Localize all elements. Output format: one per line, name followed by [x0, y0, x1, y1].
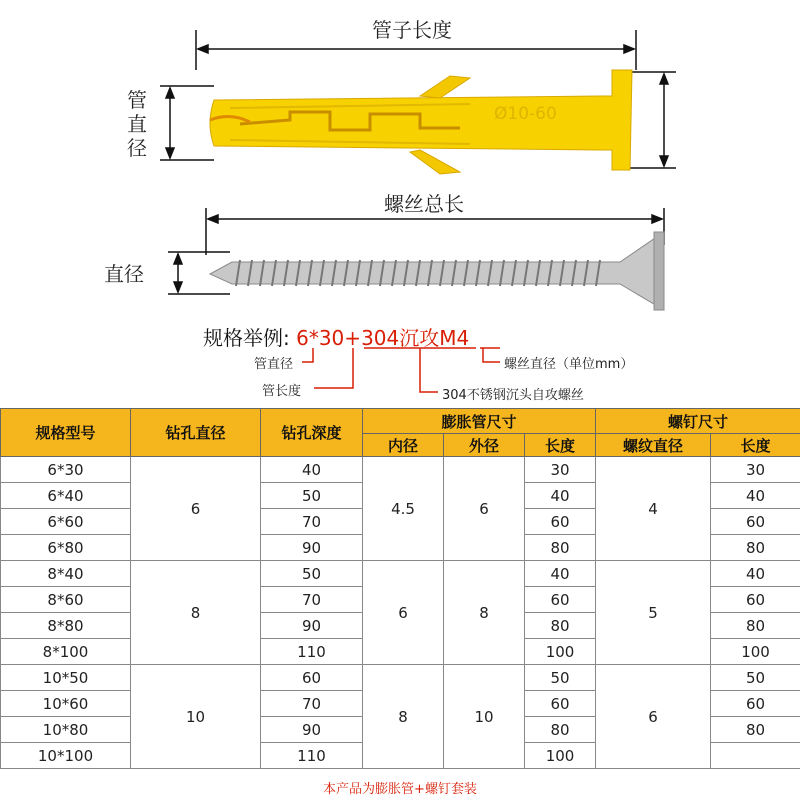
- cell-depth: 110: [261, 743, 363, 769]
- cell-screw-length: 100: [711, 639, 800, 665]
- cell-model: 6*80: [1, 535, 131, 561]
- footer-note: 本产品为膨胀管+螺钉套装: [323, 782, 477, 797]
- cell-model: 6*40: [1, 483, 131, 509]
- annotation-screw-diameter: 螺丝直径（单位mm）: [504, 357, 634, 372]
- tube-length-label: 管子长度: [372, 18, 452, 42]
- cell-thread-diameter: 4: [596, 457, 711, 561]
- annotation-tube-diameter: 管直径: [254, 357, 294, 372]
- cell-model: 8*60: [1, 587, 131, 613]
- screw: [210, 232, 664, 310]
- screw-diameter-label: 直径: [104, 262, 144, 286]
- cell-depth: 40: [261, 457, 363, 483]
- spec-example-material: 304沉攻: [361, 326, 440, 350]
- cell-drill-diameter: 8: [131, 561, 261, 665]
- cell-screw-length: 80: [711, 535, 800, 561]
- cell-screw-length: 60: [711, 691, 800, 717]
- cell-depth: 90: [261, 717, 363, 743]
- cell-screw-length: 30: [711, 457, 800, 483]
- header-screw-size: 螺钉尺寸: [596, 409, 800, 434]
- cell-outer-diameter: 8: [444, 561, 525, 665]
- cell-thread-diameter: 5: [596, 561, 711, 665]
- cell-depth: 90: [261, 535, 363, 561]
- cell-outer-diameter: 6: [444, 457, 525, 561]
- cell-tube-length: 100: [525, 639, 596, 665]
- screw-length-dimension: [206, 208, 664, 255]
- cell-depth: 50: [261, 561, 363, 587]
- tube-diameter-label: 管直径: [127, 88, 147, 160]
- cell-depth: 70: [261, 587, 363, 613]
- cell-screw-length: 40: [711, 561, 800, 587]
- cell-tube-length: 60: [525, 691, 596, 717]
- spec-example-prefix: 规格举例:: [203, 326, 297, 350]
- spec-example-screw: M4: [439, 326, 470, 350]
- spec-example: [203, 322, 469, 351]
- header-tube-size: 膨胀管尺寸: [363, 409, 596, 434]
- cell-drill-diameter: 10: [131, 665, 261, 769]
- cell-model: 6*30: [1, 457, 131, 483]
- header-drill-diameter: 钻孔直径: [131, 409, 261, 457]
- cell-screw-length: [711, 743, 800, 769]
- cell-model: 8*40: [1, 561, 131, 587]
- annotation-material: 304不锈钢沉头自攻螺丝: [442, 388, 584, 403]
- cell-depth: 70: [261, 691, 363, 717]
- header-inner-diameter: 内径: [363, 434, 444, 457]
- table-row: [1, 561, 800, 587]
- cell-screw-length: 80: [711, 717, 800, 743]
- cell-depth: 110: [261, 639, 363, 665]
- cell-model: 10*80: [1, 717, 131, 743]
- spec-example-tube: 6*30: [296, 326, 345, 350]
- table-row: [1, 457, 800, 483]
- cell-tube-length: 40: [525, 561, 596, 587]
- header-thread-diameter: 螺纹直径: [596, 434, 711, 457]
- cell-screw-length: 80: [711, 613, 800, 639]
- cell-tube-length: 100: [525, 743, 596, 769]
- header-outer-diameter: 外径: [444, 434, 525, 457]
- table-row: [1, 665, 800, 691]
- cell-model: 10*60: [1, 691, 131, 717]
- cell-model: 6*60: [1, 509, 131, 535]
- cell-depth: 90: [261, 613, 363, 639]
- header-model: 规格型号: [1, 409, 131, 457]
- cell-drill-diameter: 6: [131, 457, 261, 561]
- cell-screw-length: 50: [711, 665, 800, 691]
- cell-model: 8*100: [1, 639, 131, 665]
- cell-inner-diameter: 4.5: [363, 457, 444, 561]
- cell-depth: 60: [261, 665, 363, 691]
- cell-outer-diameter: 10: [444, 665, 525, 769]
- tube-length-dimension: [196, 30, 636, 70]
- cell-screw-length: 60: [711, 587, 800, 613]
- cell-model: 8*80: [1, 613, 131, 639]
- cell-tube-length: 30: [525, 457, 596, 483]
- cell-model: 10*100: [1, 743, 131, 769]
- cell-tube-length: 60: [525, 509, 596, 535]
- cell-screw-length: 60: [711, 509, 800, 535]
- header-drill-depth: 钻孔深度: [261, 409, 363, 457]
- tube-diameter-dimension: [160, 86, 214, 160]
- cell-tube-length: 80: [525, 535, 596, 561]
- cell-tube-length: 40: [525, 483, 596, 509]
- cell-thread-diameter: 6: [596, 665, 711, 769]
- annotation-tube-length: 管长度: [262, 384, 302, 399]
- cell-model: 10*50: [1, 665, 131, 691]
- anchor-tube: [210, 70, 632, 174]
- cell-inner-diameter: 8: [363, 665, 444, 769]
- cell-screw-length: 40: [711, 483, 800, 509]
- header-tube-length: 长度: [525, 434, 596, 457]
- cell-tube-length: 80: [525, 613, 596, 639]
- cell-tube-length: 80: [525, 717, 596, 743]
- cell-tube-length: 50: [525, 665, 596, 691]
- tube-marking: Ø10-60: [494, 104, 557, 124]
- tube-head-dimension: [630, 72, 676, 168]
- cell-depth: 70: [261, 509, 363, 535]
- cell-tube-length: 60: [525, 587, 596, 613]
- header-screw-length: 长度: [711, 434, 800, 457]
- screw-length-label: 螺丝总长: [384, 192, 464, 216]
- spec-example-plus: +: [344, 326, 362, 350]
- spec-table: [0, 408, 800, 769]
- cell-inner-diameter: 6: [363, 561, 444, 665]
- cell-depth: 50: [261, 483, 363, 509]
